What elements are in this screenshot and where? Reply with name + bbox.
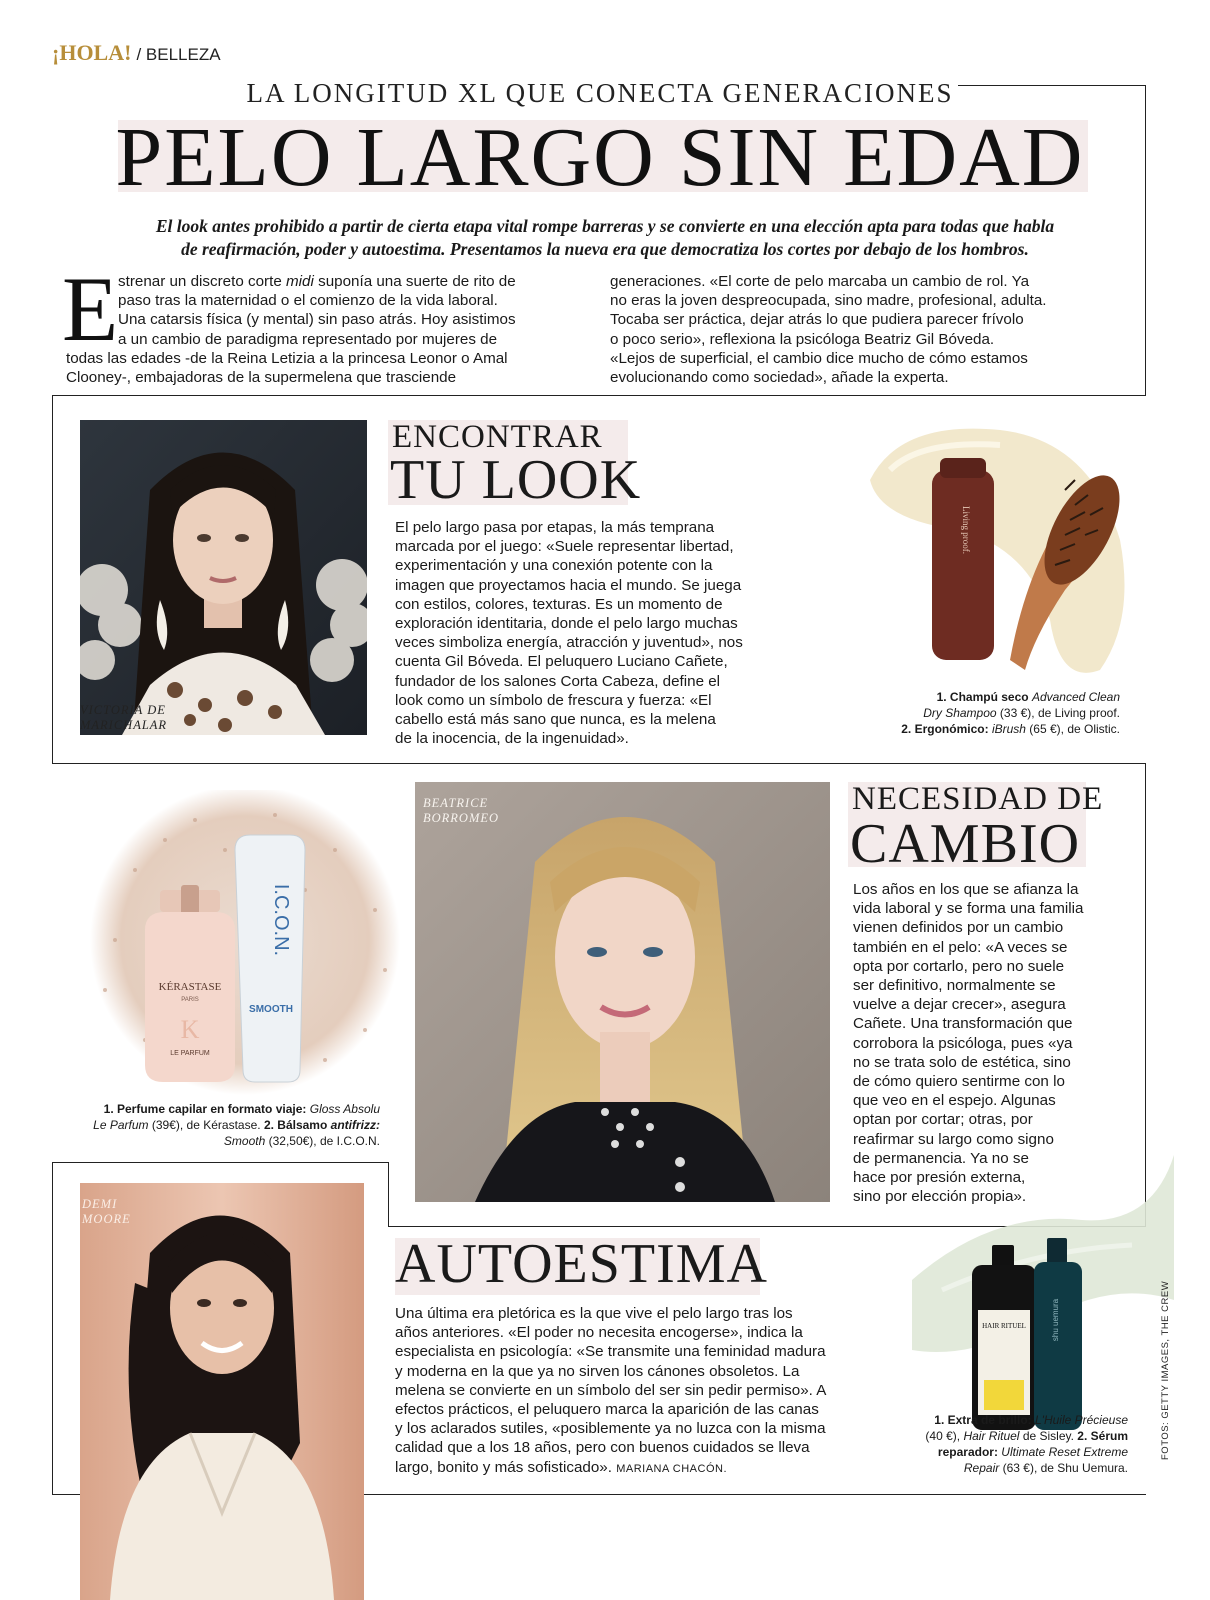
body-line: años anteriores. «El poder no necesita encogerse», indica la [395, 1324, 803, 1342]
caption-em: Repair [963, 1461, 1000, 1475]
body-line: Cañete. Una transformación que [853, 1015, 1073, 1033]
body-line: optan por cortar; otras, por [853, 1111, 1033, 1129]
subtitle-line: El look antes prohibido a partir de cierta etapa vital rompe barreras y se convierte en una elección apta para todas que habla [155, 216, 1055, 236]
photo-tag [423, 796, 499, 826]
intro-col-2 [610, 272, 1140, 387]
victoria-photo [80, 420, 367, 735]
intro-text: Clooney-, embajadoras de la supermelena que trasciende [66, 369, 457, 387]
section2-heading-small: NECESIDAD DE [852, 781, 1104, 817]
section3-frame-left [52, 1162, 53, 1494]
body-line: veces simboliza energía, atracción y juventud», nos [395, 634, 743, 652]
body-line: de cómo quiero sentirme con lo [853, 1073, 1065, 1091]
body-line: de la inocencia, de la ingenuidad». [395, 730, 629, 748]
photo-tag-line: VICTORIA DE [80, 703, 166, 717]
body-line: especialista en psicología: «Se transmite una feminidad madura [395, 1343, 826, 1361]
body-line: vienen definidos por un cambio [853, 919, 1064, 937]
bottle-brand: KÉRASTASE [158, 981, 222, 993]
intro-text: o poco serio», reflexiona la psicóloga Beatriz Gil Bóveda. [610, 330, 995, 348]
section1-heading-small: ENCONTRAR [392, 419, 603, 455]
body-line: y moderna en la que ya no sirven los cánones obsoletos. La [395, 1362, 800, 1380]
caption-text: (63 €), de Shu Uemura. [1002, 1461, 1128, 1475]
caption-bold: 1. Perfume capilar en formato viaje: [103, 1102, 307, 1116]
body-line: sino por elección propia». [853, 1188, 1027, 1206]
section-label: / BELLEZA [136, 45, 221, 64]
intro-text: generaciones. «El corte de pelo marcaba un cambio de rol. Ya [610, 273, 1030, 290]
caption-text: (39€), de Kérastase. [151, 1118, 261, 1132]
svg-text:K: K [180, 1015, 200, 1044]
caption-em: Gloss Absolu [309, 1102, 380, 1116]
body-line: imagen que proyectamos hacia el mundo. Se juega [395, 576, 742, 594]
caption-em: antifrizz: [330, 1118, 380, 1132]
bottle-name: LE PARFUM [170, 1050, 210, 1057]
kicker: LA LONGITUD XL QUE CONECTA GENERACIONES [246, 78, 954, 108]
section3-caption [918, 1412, 1128, 1476]
body-line: Los años en los que se afianza la [853, 881, 1079, 898]
body-line: El pelo largo pasa por etapas, la más temprana [395, 519, 715, 536]
body-line: no se trata solo de estética, sino [853, 1053, 1071, 1071]
caption-text: de Sisley. [1022, 1429, 1074, 1443]
caption-em: Le Parfum [93, 1118, 149, 1132]
body-line: ser definitivo, normalmente se [853, 977, 1056, 995]
intro-em: midi [286, 273, 314, 290]
caption-text: (65 €), de Olistic. [1029, 722, 1120, 736]
section2-caption [90, 1101, 380, 1149]
photo-tag-line: BORROMEO [423, 811, 500, 825]
body-line: y los aclarados sutiles, «posiblemente ya no luzca con la misma [395, 1420, 826, 1438]
dropcap: E [62, 258, 119, 360]
caption-bold: reparador: [937, 1445, 998, 1459]
photo-tag-line: BEATRICE [423, 796, 489, 810]
body-line: marcada por el juego: «Suele representar libertad, [395, 538, 734, 556]
body-line: Una última era pletórica es la que vive el pelo largo tras los [395, 1305, 793, 1322]
caption-text: (33 €), de Living proof. [999, 706, 1120, 720]
section1-heading-big: TU LOOK [390, 449, 642, 511]
body-line: efectos prácticos, el peluquero marca la aparición de las canas [395, 1401, 819, 1419]
body-line: largo, bonito y más sofisticado». [395, 1458, 612, 1476]
section2-heading-big: CAMBIO [850, 813, 1081, 875]
caption-em: Smooth [223, 1134, 266, 1148]
section1-body [395, 518, 835, 748]
body-line: reafirmar su largo como signo [853, 1130, 1054, 1148]
section3-frame-top [52, 1162, 388, 1163]
body-line: cuenta Gil Bóveda. El peluquero Luciano Cañete, [395, 653, 728, 671]
body-line: look como un símbolo de frescura y fuerza: «El [395, 691, 712, 709]
byline: MARIANA CHACÓN. [616, 1462, 727, 1475]
page-title: PELO LARGO SIN EDAD [115, 111, 1085, 204]
intro-text: Tocaba ser práctica, dejar atrás lo que pudiera parecer frívolo [610, 311, 1024, 329]
section3-body [395, 1304, 905, 1479]
body-line: que veo en el espejo. Algunas [853, 1092, 1056, 1110]
brand-logo: ¡HOLA! [52, 40, 132, 65]
balm-tube [235, 835, 305, 1082]
body-line: experimentación y una conexión potente con la [395, 557, 713, 575]
caption-bold: 1. Extra de brillo: [934, 1413, 1032, 1427]
photo-tag-line: MOORE [82, 1212, 131, 1226]
intro-text: Una catarsis física (y mental) sin paso atrás. Hoy asistimos [118, 311, 516, 329]
shampoo-label: Living proof. [961, 506, 971, 554]
shampoo-bottle [932, 470, 994, 660]
body-line: corrobora la psicóloga, pues «ya [853, 1034, 1073, 1052]
photo-tag [82, 1197, 131, 1227]
photo-tag-line: DEMI [82, 1197, 118, 1211]
section3-heading-big: AUTOESTIMA [395, 1233, 768, 1295]
intro-text: strenar un discreto corte [118, 273, 282, 290]
body-line: también en el pelo: «A veces se [853, 938, 1068, 956]
body-line: de permanencia. Ya no se [853, 1149, 1029, 1167]
bottle-sub: PARIS [181, 997, 199, 1003]
body-line: melena se convierte en un símbolo del ser sin pedir permiso». A [395, 1381, 827, 1399]
beatrice-photo [415, 782, 830, 1202]
serum-bottle [1034, 1262, 1082, 1430]
body-line: con estilos, colores, texturas. Es un momento de [395, 595, 723, 613]
demi-photo [80, 1183, 364, 1600]
caption-bold: 2. Ergonómico: [901, 722, 989, 736]
subtitle [40, 215, 1170, 261]
section1-frame [52, 395, 53, 763]
perfume-balm-product-image [75, 790, 410, 1100]
section1-frame-bottom [52, 763, 1146, 764]
body-line: vida laboral y se forma una familia [853, 900, 1084, 918]
caption-bold: 1. Champú seco [936, 690, 1029, 704]
intro-text: evolucionando como sociedad», añade la experta. [610, 369, 949, 387]
intro-frame-bottom [52, 395, 1146, 396]
intro-text: no eras la joven despreocupada, sino madre, profesional, adulta. [610, 292, 1047, 310]
header [52, 40, 221, 68]
body-line: hace por presión externa, [853, 1169, 1026, 1187]
intro-text: todas las edades -de la Reina Letizia a la princesa Leonor o Amal [66, 349, 508, 367]
caption-em: L'Huile Précieuse [1034, 1413, 1128, 1427]
caption-em: Dry Shampoo [923, 706, 997, 720]
caption-bold: 2. Bálsamo [263, 1118, 328, 1132]
body-line: calidad que a los 18 años, pero con buenos cuidados se lleva [395, 1439, 810, 1457]
intro-text: paso tras la maternidad o el comienzo de la vida laboral. [118, 292, 498, 310]
caption-bold: 2. Sérum [1077, 1429, 1128, 1443]
serum-products-image [912, 1150, 1177, 1440]
photo-tag [80, 703, 167, 733]
body-line: fundador de los salones Corta Cabeza, define el [395, 672, 721, 690]
tube-brand: I.C.O.N. [270, 883, 292, 957]
body-line: vuelve a dejar crecer», asegura [853, 996, 1066, 1014]
body-line: exploración identitaria, donde el pelo largo muchas [395, 615, 738, 633]
photo-tag-line: MARICHALAR [80, 718, 168, 732]
shampoo-brush-product-image [860, 420, 1140, 685]
photo-credit: FOTOS: GETTY IMAGES, THE CREW [1160, 1280, 1171, 1460]
intro-text: a un cambio de paradigma representado por mujeres de [118, 330, 498, 348]
caption-em: iBrush [991, 722, 1026, 736]
subtitle-line: de reafirmación, poder y autoestima. Presentamos la nueva era que democratiza los cortes por debajo de los hombros. [181, 239, 1029, 259]
caption-em: Advanced Clean [1031, 690, 1120, 704]
body-line: opta por cortarlo, pero no suele [853, 957, 1065, 975]
body-line: cabello está más sano que nunca, es la melena [395, 711, 716, 729]
caption-text: (32,50€), de I.C.O.N. [268, 1134, 380, 1148]
section1-caption [870, 689, 1120, 737]
intro-text: «Lejos de superficial, el cambio dice mucho de cómo estamos [610, 349, 1028, 367]
intro-col-1 [66, 272, 586, 387]
intro-text: suponía una suerte de rito de [318, 273, 516, 290]
serum-label: shu uemura [1051, 1298, 1060, 1342]
tube-name: SMOOTH [249, 1004, 293, 1015]
caption-text: (40 €), [925, 1429, 961, 1443]
section3-frame-right [388, 1162, 389, 1227]
huile-label: HAIR RITUEL [982, 1322, 1026, 1330]
caption-em: Hair Rituel [963, 1429, 1020, 1443]
caption-em: Ultimate Reset Extreme [1001, 1445, 1128, 1459]
